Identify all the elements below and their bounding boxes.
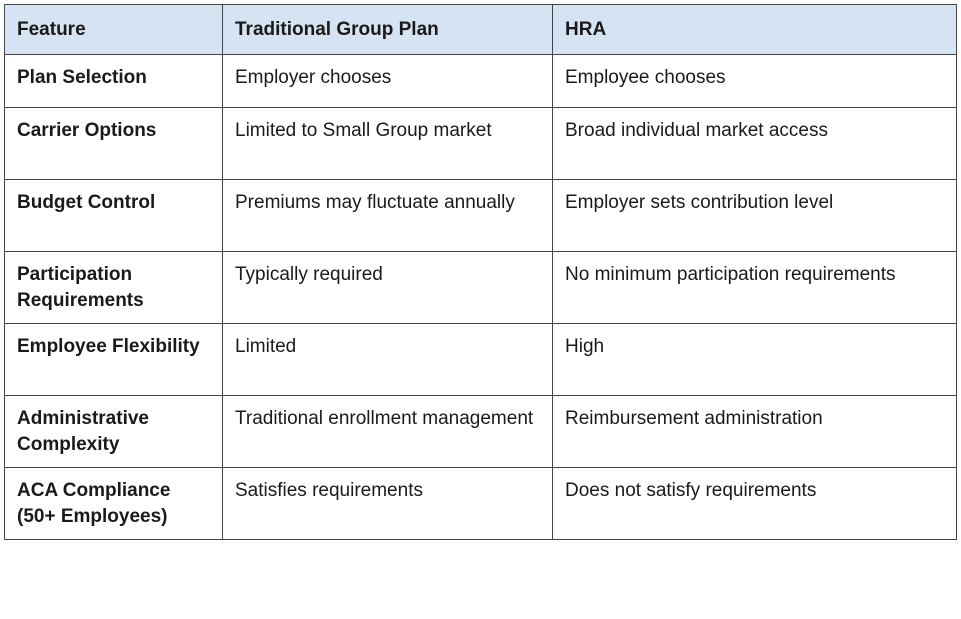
- traditional-cell: Employer chooses: [223, 55, 553, 108]
- feature-cell: Participation Requirements: [5, 252, 223, 324]
- table-header: [5, 5, 957, 55]
- hra-cell: No minimum participation requirements: [553, 252, 957, 324]
- table-row: [5, 324, 957, 396]
- table-row: [5, 108, 957, 180]
- table-row: [5, 55, 957, 108]
- table-row: [5, 180, 957, 252]
- feature-cell: Carrier Options: [5, 108, 223, 180]
- feature-cell: ACA Compliance (50+ Employees): [5, 468, 223, 540]
- feature-cell: Administrative Complexity: [5, 396, 223, 468]
- feature-cell: Employee Flexibility: [5, 324, 223, 396]
- header-feature: Feature: [5, 5, 223, 55]
- traditional-cell: Typically required: [223, 252, 553, 324]
- hra-cell: Does not satisfy requirements: [553, 468, 957, 540]
- header-traditional-group-plan: Traditional Group Plan: [223, 5, 553, 55]
- feature-cell: Plan Selection: [5, 55, 223, 108]
- traditional-cell: Satisfies requirements: [223, 468, 553, 540]
- traditional-cell: Limited: [223, 324, 553, 396]
- table-row: [5, 396, 957, 468]
- hra-cell: Reimbursement administration: [553, 396, 957, 468]
- table-row: [5, 252, 957, 324]
- hra-cell: Broad individual market access: [553, 108, 957, 180]
- hra-cell: Employer sets contribution level: [553, 180, 957, 252]
- hra-cell: High: [553, 324, 957, 396]
- traditional-cell: Premiums may fluctuate annually: [223, 180, 553, 252]
- feature-cell: Budget Control: [5, 180, 223, 252]
- traditional-cell: Limited to Small Group market: [223, 108, 553, 180]
- header-row: [5, 5, 957, 55]
- hra-cell: Employee chooses: [553, 55, 957, 108]
- comparison-table: [4, 4, 957, 540]
- table-body: [5, 55, 957, 540]
- traditional-cell: Traditional enrollment management: [223, 396, 553, 468]
- table-row: [5, 468, 957, 540]
- header-hra: HRA: [553, 5, 957, 55]
